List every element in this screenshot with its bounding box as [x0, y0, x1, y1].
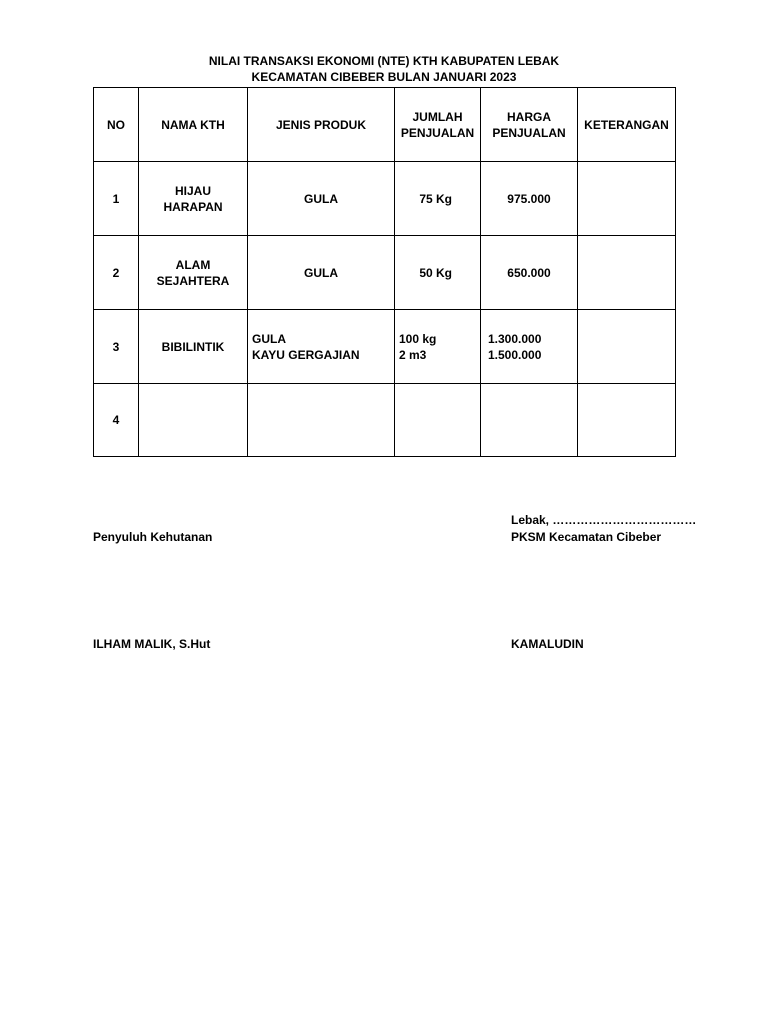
row-keterangan — [578, 162, 676, 236]
header-jenis-produk: JENIS PRODUK — [248, 88, 395, 162]
nama-line-2: HARAPAN — [163, 199, 223, 214]
row-harga: 650.000 — [481, 236, 578, 310]
row-jumlah: 75 Kg — [395, 162, 481, 236]
jumlah-line-1: 100 kg — [399, 331, 437, 346]
row-nama-kth — [139, 162, 248, 236]
row-harga — [481, 310, 578, 384]
harga-line-1: 1.300.000 — [488, 331, 542, 346]
row-keterangan — [578, 236, 676, 310]
row-nama-kth — [139, 384, 248, 457]
header-harga-line-2: PENJUALAN — [492, 125, 566, 140]
place-date: Lebak, ……………………………… — [511, 513, 697, 527]
row-nama-kth: BIBILINTIK — [139, 310, 248, 384]
row-keterangan — [578, 384, 676, 457]
row-nama-kth — [139, 236, 248, 310]
nama-line-1: ALAM — [175, 257, 211, 272]
row-no: 2 — [94, 236, 139, 310]
left-signatory-name: ILHAM MALIK, S.Hut — [93, 637, 211, 651]
header-keterangan: KETERANGAN — [578, 88, 676, 162]
left-signatory-role: Penyuluh Kehutanan — [93, 530, 213, 544]
table-header-row — [94, 88, 676, 162]
table-row — [94, 162, 676, 236]
header-harga-penjualan — [481, 88, 578, 162]
row-harga: 975.000 — [481, 162, 578, 236]
header-nama-kth: NAMA KTH — [139, 88, 248, 162]
row-jumlah — [395, 384, 481, 457]
row-jenis-produk — [248, 310, 395, 384]
table-row — [94, 236, 676, 310]
produk-line-2: KAYU GERGAJIAN — [252, 347, 360, 362]
header-jumlah-penjualan — [395, 88, 481, 162]
row-keterangan — [578, 310, 676, 384]
nte-table — [93, 87, 676, 457]
document-title-line-1: NILAI TRANSAKSI EKONOMI (NTE) KTH KABUPATEN LEBAK — [208, 54, 560, 68]
header-jumlah-line-2: PENJUALAN — [400, 125, 475, 140]
header-jumlah-line-1: JUMLAH — [412, 109, 463, 124]
document-title-line-2: KECAMATAN CIBEBER BULAN JANUARI 2023 — [251, 70, 517, 84]
header-no: NO — [94, 88, 139, 162]
table-row — [94, 310, 676, 384]
row-jenis-produk — [248, 384, 395, 457]
row-jenis-produk: GULA — [248, 236, 395, 310]
right-signatory-name: KAMALUDIN — [511, 637, 584, 651]
table-row — [94, 384, 676, 457]
produk-line-1: GULA — [252, 331, 286, 346]
row-no: 3 — [94, 310, 139, 384]
row-no: 1 — [94, 162, 139, 236]
row-jumlah — [395, 310, 481, 384]
row-jenis-produk: GULA — [248, 162, 395, 236]
header-harga-line-1: HARGA — [507, 109, 551, 124]
harga-line-2: 1.500.000 — [488, 347, 542, 362]
right-signatory-role: PKSM Kecamatan Cibeber — [511, 530, 662, 544]
jumlah-line-2: 2 m3 — [399, 347, 427, 362]
row-harga — [481, 384, 578, 457]
nama-line-2: SEJAHTERA — [156, 273, 230, 288]
nama-line-1: HIJAU — [174, 183, 211, 198]
row-no: 4 — [94, 384, 139, 457]
row-jumlah: 50 Kg — [395, 236, 481, 310]
